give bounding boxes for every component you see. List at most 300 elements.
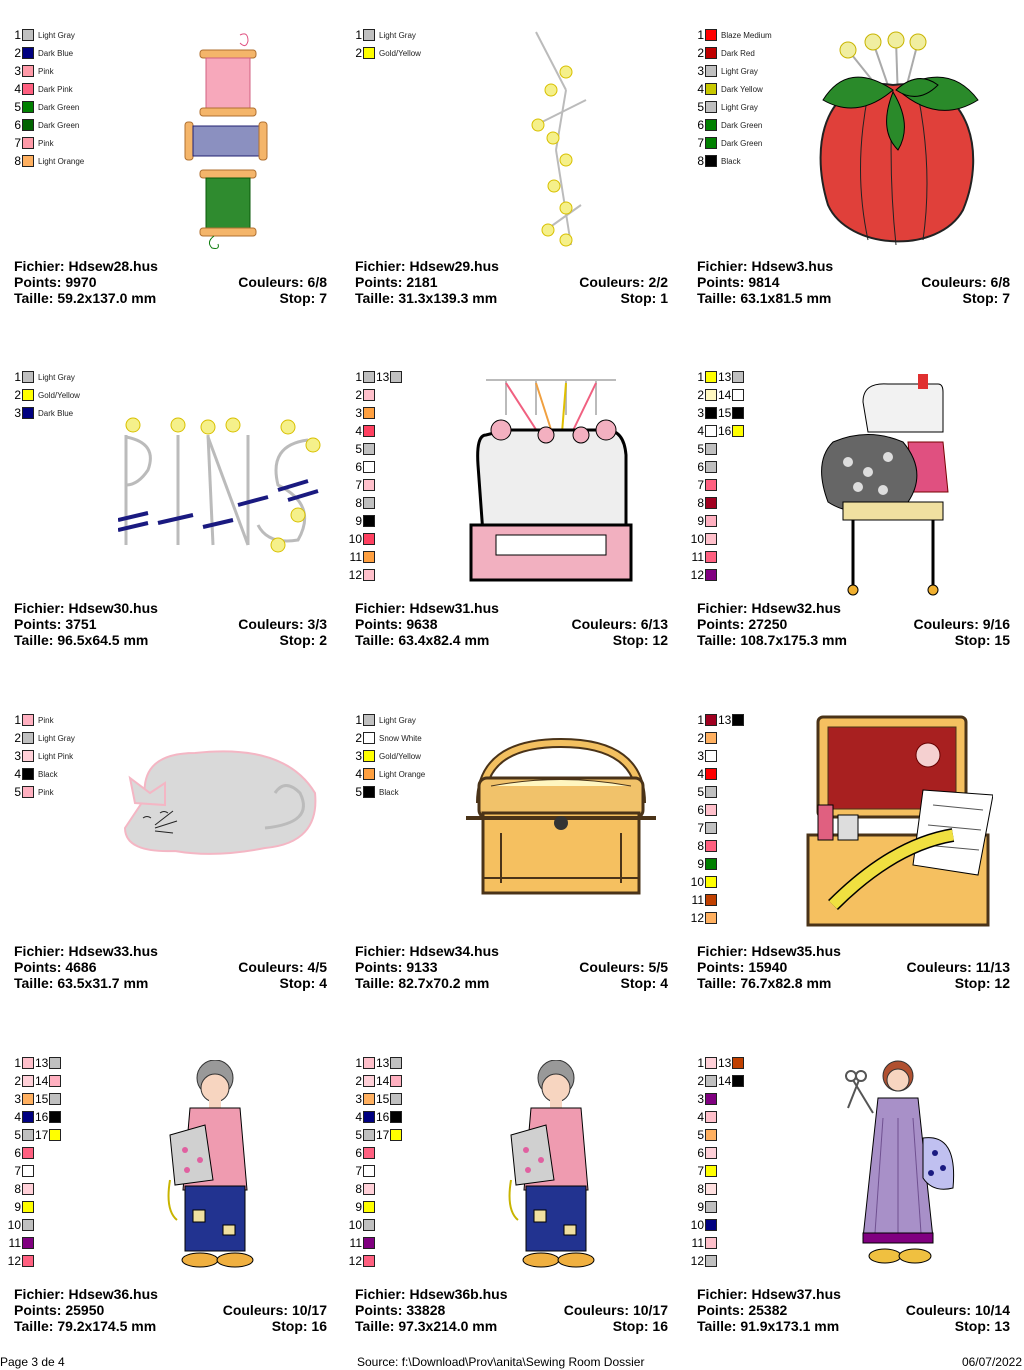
legend-row: [690, 62, 758, 80]
thread-swatch: [705, 750, 717, 762]
legend-row: [348, 422, 375, 440]
legend-row: [7, 134, 54, 152]
thread-swatch: [363, 479, 375, 491]
thread-swatch: [705, 119, 717, 131]
points-value: 25950: [65, 1302, 105, 1318]
points-label: Points:: [355, 959, 403, 975]
thread-swatch: [705, 65, 717, 77]
thread-number: 8: [697, 154, 704, 168]
thread-swatch: [705, 1165, 717, 1177]
colors-label: Couleurs:: [563, 1302, 630, 1318]
thread-swatch: [705, 768, 717, 780]
thread-number: 9: [697, 514, 704, 528]
thread-swatch: [363, 533, 375, 545]
embroidery-preview: [118, 415, 338, 560]
file-name: Hdsew32.hus: [751, 600, 841, 616]
thread-name: Light Gray: [379, 30, 416, 40]
thread-number: 1: [14, 1056, 21, 1070]
design-info: [697, 943, 1010, 991]
thread-swatch: [732, 1057, 744, 1069]
thread-number: 16: [718, 424, 732, 438]
points-value: 9133: [406, 959, 438, 975]
thread-swatch: [22, 389, 34, 401]
thread-swatch: [22, 768, 34, 780]
thread-swatch: [705, 461, 717, 473]
thread-swatch: [363, 569, 375, 581]
thread-swatch: [705, 551, 717, 563]
file-label: Fichier:: [355, 943, 406, 959]
colors-value: 9/16: [982, 616, 1010, 632]
thread-swatch: [22, 1147, 34, 1159]
thread-swatch: [732, 425, 744, 437]
colors-label: Couleurs:: [906, 959, 972, 975]
thread-number: 2: [697, 388, 704, 402]
thread-swatch: [363, 407, 375, 419]
thread-number: 4: [355, 767, 362, 781]
thread-swatch: [363, 750, 375, 762]
thread-name: Light Gray: [721, 102, 758, 112]
thread-name: Light Gray: [38, 30, 75, 40]
legend-row: [7, 1162, 34, 1180]
legend-row: [7, 1126, 61, 1144]
file-label: Fichier:: [14, 1286, 65, 1302]
colors-label: Couleurs:: [238, 959, 304, 975]
legend-row: [690, 1198, 717, 1216]
points-label: Points:: [14, 1302, 62, 1318]
file-label: Fichier:: [697, 258, 748, 274]
thread-number: 1: [355, 370, 362, 384]
embroidery-preview: [526, 30, 596, 255]
points-value: 9638: [406, 616, 438, 632]
legend-row: [690, 512, 717, 530]
legend-row: [690, 909, 717, 927]
thread-number: 14: [376, 1074, 390, 1088]
thread-number: 2: [355, 388, 362, 402]
thread-swatch: [390, 371, 402, 383]
thread-name: Light Orange: [38, 156, 85, 166]
thread-number: 13: [718, 370, 732, 384]
legend-row: [7, 711, 54, 729]
points-value: 25382: [748, 1302, 788, 1318]
legend-row: [690, 1108, 717, 1126]
thread-number: 5: [14, 100, 21, 114]
legend-row: [7, 1144, 34, 1162]
colors-label: Couleurs:: [921, 274, 987, 290]
thread-number: 6: [355, 460, 362, 474]
points-value: 9970: [65, 274, 97, 290]
size-label: Taille:: [355, 975, 395, 991]
legend-row: [7, 1234, 34, 1252]
thread-number: 5: [355, 442, 362, 456]
thread-swatch: [22, 750, 34, 762]
stop-value: 4: [319, 975, 327, 991]
thread-number: 10: [690, 1218, 704, 1232]
thread-swatch: [390, 1111, 402, 1123]
thread-number: 4: [355, 1110, 362, 1124]
stop-value: 12: [994, 975, 1010, 991]
colors-label: Couleurs:: [913, 616, 979, 632]
thread-number: 1: [14, 713, 21, 727]
size-label: Taille:: [355, 290, 395, 306]
points-label: Points:: [697, 1302, 745, 1318]
thread-swatch: [705, 497, 717, 509]
thread-swatch: [705, 101, 717, 113]
thread-swatch: [22, 1201, 34, 1213]
thread-swatch: [363, 551, 375, 563]
size-value: 97.3x214.0 mm: [398, 1318, 498, 1334]
legend-row: [690, 855, 717, 873]
size-value: 31.3x139.3 mm: [398, 290, 498, 306]
design-card: [0, 0, 341, 342]
thread-number: 2: [697, 46, 704, 60]
thread-name: Pink: [38, 138, 54, 148]
thread-number: 2: [14, 388, 21, 402]
colors-label: Couleurs:: [571, 616, 637, 632]
thread-name: Gold/Yellow: [38, 390, 80, 400]
thread-name: Light Gray: [721, 66, 758, 76]
stop-label: Stop:: [954, 632, 991, 648]
thread-number: 3: [697, 64, 704, 78]
thread-name: Dark Pink: [38, 84, 73, 94]
thread-swatch: [363, 29, 375, 41]
thread-name: Black: [379, 787, 399, 797]
legend-row: [690, 566, 717, 584]
size-label: Taille:: [14, 1318, 54, 1334]
thread-swatch: [705, 732, 717, 744]
legend-row: [690, 765, 717, 783]
legend-row: [690, 801, 717, 819]
thread-number: 13: [718, 1056, 732, 1070]
size-value: 76.7x82.8 mm: [740, 975, 832, 991]
thread-swatch: [49, 1075, 61, 1087]
design-info: [14, 1286, 327, 1334]
legend-row: [348, 1126, 402, 1144]
colors-label: Couleurs:: [238, 616, 304, 632]
legend-row: [7, 116, 79, 134]
thread-swatch: [22, 1237, 34, 1249]
points-label: Points:: [355, 1302, 403, 1318]
stop-value: 1: [660, 290, 668, 306]
design-card: [683, 0, 1024, 342]
file-name: Hdsew36b.hus: [409, 1286, 508, 1302]
thread-number: 10: [690, 875, 704, 889]
legend-row: [690, 729, 717, 747]
thread-swatch: [705, 443, 717, 455]
thread-swatch: [22, 1183, 34, 1195]
points-label: Points:: [355, 616, 403, 632]
thread-swatch: [705, 894, 717, 906]
thread-swatch: [705, 912, 717, 924]
thread-number: 2: [697, 1074, 704, 1088]
points-label: Points:: [697, 959, 745, 975]
thread-number: 3: [14, 406, 21, 420]
design-info: [355, 1286, 668, 1334]
thread-number: 9: [697, 857, 704, 871]
file-name: Hdsew34.hus: [409, 943, 499, 959]
thread-number: 3: [697, 406, 704, 420]
embroidery-preview: [466, 375, 636, 595]
legend-row: [690, 530, 717, 548]
thread-number: 5: [697, 442, 704, 456]
file-name: Hdsew35.hus: [751, 943, 841, 959]
legend-row: [690, 548, 717, 566]
legend-row: [690, 368, 744, 386]
legend-row: [7, 1180, 34, 1198]
thread-swatch: [705, 1237, 717, 1249]
thread-swatch: [22, 1075, 34, 1087]
thread-number: 12: [348, 568, 362, 582]
colors-value: 11/13: [975, 959, 1010, 975]
legend-row: [690, 1216, 717, 1234]
legend-row: [690, 98, 758, 116]
thread-swatch: [22, 155, 34, 167]
file-label: Fichier:: [697, 1286, 748, 1302]
thread-number: 1: [697, 713, 704, 727]
embroidery-preview: [803, 715, 993, 935]
thread-number: 16: [376, 1110, 390, 1124]
thread-number: 6: [697, 1146, 704, 1160]
thread-number: 4: [697, 1110, 704, 1124]
thread-swatch: [49, 1093, 61, 1105]
thread-swatch: [363, 443, 375, 455]
colors-label: Couleurs:: [238, 274, 304, 290]
legend-row: [690, 1054, 744, 1072]
thread-number: 9: [14, 1200, 21, 1214]
legend-row: [7, 80, 73, 98]
legend-row: [7, 1072, 61, 1090]
thread-swatch: [49, 1111, 61, 1123]
thread-number: 6: [697, 803, 704, 817]
thread-name: Light Pink: [38, 751, 74, 761]
points-label: Points:: [355, 274, 403, 290]
legend-row: [348, 1216, 375, 1234]
thread-name: Blaze Medium: [721, 30, 772, 40]
thread-swatch: [363, 768, 375, 780]
thread-swatch: [705, 29, 717, 41]
thread-name: Black: [721, 156, 741, 166]
design-card: [0, 342, 341, 684]
thread-number: 4: [14, 767, 21, 781]
points-value: 9814: [748, 274, 780, 290]
thread-number: 1: [355, 713, 362, 727]
thread-number: 14: [718, 1074, 732, 1088]
design-info: [14, 943, 327, 991]
colors-value: 5/5: [648, 959, 668, 975]
thread-swatch: [22, 1057, 34, 1069]
size-value: 79.2x174.5 mm: [57, 1318, 157, 1334]
size-label: Taille:: [697, 975, 737, 991]
legend-row: [348, 1072, 402, 1090]
thread-number: 8: [14, 154, 21, 168]
legend-row: [348, 530, 375, 548]
legend-row: [690, 44, 755, 62]
size-value: 63.4x82.4 mm: [398, 632, 490, 648]
thread-swatch: [22, 119, 34, 131]
thread-number: 5: [355, 1128, 362, 1142]
size-value: 108.7x175.3 mm: [740, 632, 847, 648]
design-card: [0, 1028, 341, 1370]
thread-swatch: [363, 1129, 375, 1141]
thread-name: Gold/Yellow: [379, 751, 421, 761]
thread-swatch: [705, 1183, 717, 1195]
thread-number: 5: [14, 785, 21, 799]
thread-number: 10: [7, 1218, 21, 1232]
thread-number: 1: [697, 370, 704, 384]
legend-row: [690, 116, 762, 134]
thread-swatch: [22, 1093, 34, 1105]
thread-number: 5: [14, 1128, 21, 1142]
colors-value: 10/17: [632, 1302, 668, 1318]
thread-swatch: [705, 407, 717, 419]
thread-number: 2: [14, 731, 21, 745]
legend-row: [690, 891, 717, 909]
embroidery-preview: [506, 1060, 616, 1280]
thread-number: 6: [697, 460, 704, 474]
thread-swatch: [363, 732, 375, 744]
legend-row: [348, 440, 375, 458]
thread-name: Dark Blue: [38, 48, 74, 58]
thread-number: 8: [14, 1182, 21, 1196]
thread-number: 16: [35, 1110, 49, 1124]
embroidery-preview: [165, 1060, 275, 1280]
file-label: Fichier:: [14, 943, 65, 959]
legend-row: [7, 1054, 61, 1072]
thread-number: 6: [355, 1146, 362, 1160]
thread-number: 7: [355, 478, 362, 492]
thread-number: 9: [355, 514, 362, 528]
thread-number: 4: [697, 82, 704, 96]
colors-value: 2/2: [648, 274, 668, 290]
thread-number: 12: [348, 1254, 362, 1268]
thread-name: Light Gray: [38, 372, 75, 382]
file-name: Hdsew29.hus: [409, 258, 499, 274]
legend-row: [348, 1144, 375, 1162]
legend-row: [348, 458, 375, 476]
legend-row: [690, 404, 744, 422]
thread-number: 2: [355, 1074, 362, 1088]
thread-number: 5: [355, 785, 362, 799]
points-value: 27250: [748, 616, 788, 632]
thread-swatch: [705, 83, 717, 95]
points-label: Points:: [14, 616, 62, 632]
thread-number: 2: [14, 1074, 21, 1088]
legend-row: [690, 819, 717, 837]
file-name: Hdsew31.hus: [409, 600, 499, 616]
thread-swatch: [705, 533, 717, 545]
thread-number: 3: [355, 749, 362, 763]
legend-row: [348, 386, 375, 404]
thread-swatch: [22, 83, 34, 95]
thread-swatch: [363, 786, 375, 798]
stop-value: 2: [319, 632, 327, 648]
thread-swatch: [22, 786, 34, 798]
legend-row: [348, 729, 422, 747]
points-label: Points:: [14, 959, 62, 975]
thread-number: 12: [690, 1254, 704, 1268]
embroidery-preview: [180, 30, 270, 255]
size-value: 63.5x31.7 mm: [57, 975, 149, 991]
thread-swatch: [705, 569, 717, 581]
thread-number: 2: [14, 46, 21, 60]
legend-row: [7, 729, 75, 747]
file-name: Hdsew36.hus: [68, 1286, 158, 1302]
thread-name: Dark Red: [721, 48, 755, 58]
thread-swatch: [705, 1201, 717, 1213]
thread-swatch: [363, 461, 375, 473]
thread-swatch: [705, 1147, 717, 1159]
stop-value: 16: [311, 1318, 327, 1334]
thread-swatch: [22, 732, 34, 744]
thread-number: 10: [690, 532, 704, 546]
file-label: Fichier:: [697, 600, 748, 616]
thread-number: 12: [7, 1254, 21, 1268]
legend-row: [348, 566, 375, 584]
thread-name: Pink: [38, 66, 54, 76]
colors-value: 6/13: [640, 616, 668, 632]
legend-row: [348, 1162, 375, 1180]
legend-row: [690, 1234, 717, 1252]
thread-swatch: [705, 876, 717, 888]
design-info: [697, 258, 1010, 306]
file-name: Hdsew30.hus: [68, 600, 158, 616]
legend-row: [7, 783, 54, 801]
thread-number: 7: [14, 1164, 21, 1178]
legend-row: [348, 368, 402, 386]
thread-number: 11: [8, 1236, 21, 1250]
thread-number: 3: [14, 1092, 21, 1106]
thread-swatch: [705, 1057, 717, 1069]
thread-number: 11: [691, 1236, 704, 1250]
thread-swatch: [22, 1165, 34, 1177]
thread-swatch: [363, 1147, 375, 1159]
thread-number: 1: [14, 28, 21, 42]
size-value: 96.5x64.5 mm: [57, 632, 149, 648]
legend-row: [348, 1198, 375, 1216]
thread-swatch: [705, 1075, 717, 1087]
legend-row: [348, 1108, 402, 1126]
size-label: Taille:: [355, 1318, 395, 1334]
points-label: Points:: [697, 616, 745, 632]
embroidery-preview: [808, 30, 983, 255]
size-label: Taille:: [697, 632, 737, 648]
legend-row: [7, 62, 54, 80]
thread-swatch: [705, 137, 717, 149]
legend-row: [348, 26, 416, 44]
thread-number: 6: [697, 118, 704, 132]
thread-number: 17: [376, 1128, 390, 1142]
thread-swatch: [49, 1057, 61, 1069]
thread-swatch: [22, 137, 34, 149]
legend-row: [348, 1090, 402, 1108]
thread-number: 9: [697, 1200, 704, 1214]
thread-number: 3: [697, 749, 704, 763]
thread-swatch: [705, 822, 717, 834]
source-path: Source: f:\Download\Prov\anita\Sewing Room Dossier: [357, 1355, 645, 1369]
thread-number: 2: [355, 46, 362, 60]
thread-swatch: [705, 786, 717, 798]
thread-number: 4: [697, 767, 704, 781]
legend-row: [348, 1252, 375, 1270]
stop-value: 12: [652, 632, 668, 648]
design-info: [697, 600, 1010, 648]
colors-label: Couleurs:: [579, 959, 645, 975]
thread-swatch: [705, 858, 717, 870]
thread-swatch: [705, 1255, 717, 1267]
thread-swatch: [22, 1111, 34, 1123]
legend-row: [690, 386, 744, 404]
file-name: Hdsew3.hus: [751, 258, 834, 274]
stop-label: Stop:: [279, 975, 316, 991]
